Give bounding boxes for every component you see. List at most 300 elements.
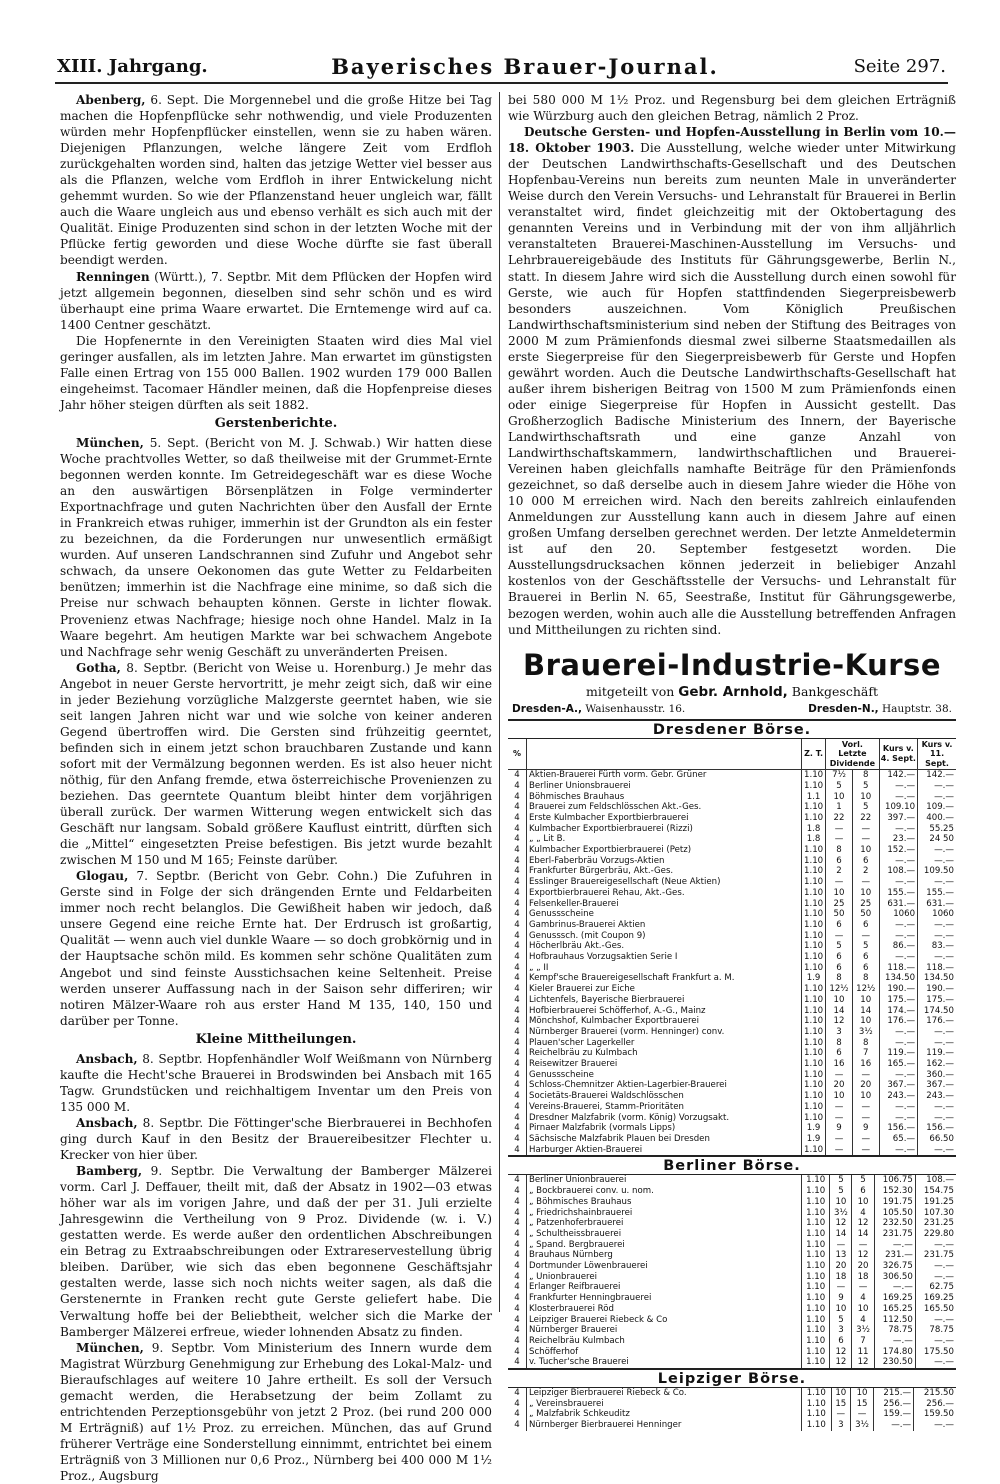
cell-div-prev: 12 bbox=[830, 1347, 852, 1358]
cell-zt: 1.10 bbox=[802, 1282, 830, 1293]
cell-zt: 1.10 bbox=[802, 1175, 830, 1186]
article-ansbach-1 bbox=[60, 1051, 492, 1115]
cell-kurs-2: 66.50 bbox=[918, 1134, 956, 1145]
cell-pct: 4 bbox=[514, 1016, 520, 1027]
cell-kurs-1: —.— bbox=[879, 781, 917, 792]
cell-div-prev: 6 bbox=[826, 963, 853, 974]
place-name: Ansbach, bbox=[76, 1051, 138, 1066]
cell-name: v. Tucher'sche Brauerei bbox=[527, 1357, 802, 1368]
cell-zt: 1.10 bbox=[802, 1293, 830, 1304]
berlin-stock-table bbox=[508, 1175, 956, 1368]
table-row bbox=[508, 1240, 956, 1251]
cell-zt: 1.8 bbox=[802, 834, 826, 845]
cell-name: Nürnberger Brauerei (vorm. Henninger) conv. bbox=[527, 1027, 802, 1038]
table-row bbox=[508, 995, 956, 1006]
cell-kurs-1: 118.— bbox=[879, 963, 917, 974]
cell-kurs-2: —.— bbox=[918, 781, 956, 792]
cell-div-last: 3½ bbox=[852, 1027, 879, 1038]
cell-kurs-1: 326.75 bbox=[874, 1261, 915, 1272]
cell-div-last: 16 bbox=[852, 1059, 879, 1070]
table-row bbox=[508, 1048, 956, 1059]
cell-kurs-2: 62.75 bbox=[915, 1282, 956, 1293]
cell-kurs-2: 256.— bbox=[914, 1399, 956, 1410]
volume-label: XIII. Jahrgang. bbox=[57, 56, 208, 77]
table-row bbox=[508, 1186, 956, 1197]
cell-zt: 1.10 bbox=[802, 952, 826, 963]
col-dividend: Vorl. Letzte Dividende bbox=[826, 739, 880, 770]
cell-div-prev: 3½ bbox=[830, 1208, 852, 1219]
cell-pct: 4 bbox=[514, 1398, 520, 1409]
cell-div-last: 6 bbox=[852, 856, 879, 867]
cell-zt: 1.10 bbox=[802, 802, 826, 813]
table-row bbox=[508, 1399, 956, 1410]
cell-div-last: 3½ bbox=[851, 1420, 874, 1431]
cell-kurs-2: —.— bbox=[918, 1038, 956, 1049]
cell-zt: 1.10 bbox=[802, 856, 826, 867]
cell-kurs-2: 231.75 bbox=[915, 1250, 956, 1261]
cell-zt: 1.10 bbox=[802, 1420, 832, 1431]
cell-name: Reisewitzer Brauerei bbox=[527, 1059, 802, 1070]
cell-div-prev: 14 bbox=[826, 1006, 853, 1017]
cell-kurs-1: 243.— bbox=[879, 1091, 917, 1102]
table-row bbox=[508, 845, 956, 856]
cell-div-last: 12½ bbox=[852, 984, 879, 995]
cell-kurs-1: 231.— bbox=[874, 1250, 915, 1261]
article-text: Die Ausstellung, welche wieder unter Mitwirkung der Deutschen Landwirthschafts-Gesellschaft und des Deutschen Hopfenbau-Vereins nun bereits zum neunten Male in unveränderter Weise durch den Verein Versuchs- und Lehranstalt für Brauerei in Berlin veranstaltet wird, findet gleichzeitig mit der Oktobertagung des genannten Vereins und in Verbindung mit der von ihm alljährlich veranstalteten Brauerei-Maschinen-Ausstellung im Versuchs- und Lehrbrauereigebäude des Instituts für Gährungsgewerbe, Berlin N., statt. In diesem Jahre wird sich die Ausstellung durch einen sowohl für Gerste, wie auch für Hopfen stattfindenden Siegerpreisbewerb besonders auszeichnen. Vom Königlich Preußischen Landwirthschaftsministerium sind neben der Stiftung des Beitrages von 2000 M zum Prämienfonds diesmal zwei silberne Staatsmedaillen als erste Siegerpreise für den Siegerpreisbewerb für Gerste und Hopfen gewährt worden. Auch die Deutsche Landwirthschafts-Gesellschaft hat außer ihrem bisherigen Beitrag von 1500 M zum Prämienfonds einen oder einige Siegerpreise für Hopfen in Aussicht gestellt. Das Großherzoglich Badische Ministerium des Innern, der Bayerische Landwirthschaftsrath und eine ganze Anzahl von Landwirthschaftskammern, landwirthschaftlichen und Brauerei-Vereinen haben gleichfalls namhafte Beiträge für den Prämienfonds gezeichnet, so daß derselbe auch in diesem Jahre wieder die Höhe von 10 000 M erreichen wird. Nach den bereits zahlreich einlaufenden Anmeldungen zur Ausstellung kann auch in diesem Jahre auf einen großen Umfang derselben gerechnet werden. Der letzte Anmeldetermin ist auf den 20. September festgesetzt worden. Die Ausstellungsdrucksachen können jederzeit in beliebiger Anzahl kostenlos von der Geschäftsstelle der Versuchs- und Lehranstalt für Brauerei in Berlin N. 65, Seestraße, Institut für Gährungsgewerbe, bezogen werden, wohin auch alle die Ausstellung betreffenden Anfragen und Mittheilungen zu richten sind. bbox=[508, 141, 957, 637]
cell-div-prev: 8 bbox=[826, 973, 853, 984]
cell-div-prev: 3 bbox=[831, 1420, 851, 1431]
cell-name: Esslinger Brauereigesellschaft (Neue Aktien) bbox=[527, 877, 802, 888]
cell-kurs-1: 174.80 bbox=[874, 1347, 915, 1358]
cell-kurs-2: —.— bbox=[915, 1261, 956, 1272]
cell-div-last: — bbox=[852, 1102, 879, 1113]
cell-zt: 1.10 bbox=[802, 1261, 830, 1272]
cell-name: Brauerei zum Feldschlösschen Akt.-Ges. bbox=[527, 802, 802, 813]
cell-kurs-1: 191.75 bbox=[874, 1197, 915, 1208]
article-headline: Deutsche Gersten- und Hopfen-Ausstellung in Berlin vom 10.—18. Oktober 1903. bbox=[508, 125, 956, 156]
cell-pct: 4 bbox=[514, 973, 520, 984]
cell-zt: 1.10 bbox=[802, 1388, 832, 1399]
cell-div-prev: 12 bbox=[830, 1357, 852, 1368]
cell-kurs-2: 109.50 bbox=[918, 866, 956, 877]
cell-pct: 4 bbox=[514, 1261, 520, 1272]
cell-name: Reichelbräu zu Kulmbach bbox=[527, 1048, 802, 1059]
cell-div-prev: 3 bbox=[830, 1325, 852, 1336]
cell-name: Dresdner Malzfabrik (vorm. König) Vorzugsakt. bbox=[527, 1113, 802, 1124]
table-row bbox=[508, 792, 956, 803]
cell-kurs-2: 176.— bbox=[918, 1016, 956, 1027]
cell-div-last: — bbox=[852, 1240, 874, 1251]
cell-kurs-1: 152.— bbox=[879, 845, 917, 856]
cell-pct: 4 bbox=[514, 812, 520, 823]
cell-pct: 4 bbox=[514, 1218, 520, 1229]
cell-kurs-1: —.— bbox=[874, 1282, 915, 1293]
cell-div-last: 10 bbox=[852, 995, 879, 1006]
table-row bbox=[508, 1250, 956, 1261]
cell-zt: 1.10 bbox=[802, 1250, 830, 1261]
cell-pct: 4 bbox=[514, 877, 520, 888]
cell-kurs-2: 360.— bbox=[918, 1070, 956, 1081]
cell-div-prev: 7½ bbox=[826, 770, 853, 781]
cell-div-last: — bbox=[852, 1282, 874, 1293]
cell-name: Höcherlbräu Akt.-Ges. bbox=[527, 941, 802, 952]
cell-zt: 1.9 bbox=[802, 973, 826, 984]
cell-kurs-1: 256.— bbox=[874, 1399, 914, 1410]
cell-pct: 4 bbox=[514, 1409, 520, 1420]
cell-pct: 4 bbox=[514, 1091, 520, 1102]
cell-pct: 4 bbox=[514, 1112, 520, 1123]
place-name: Gotha, bbox=[76, 660, 121, 675]
cell-name: Mönchshof, Kulmbacher Exportbrauerei bbox=[527, 1016, 802, 1027]
cell-kurs-1: —.— bbox=[879, 952, 917, 963]
cell-zt: 1.9 bbox=[802, 1123, 826, 1134]
table-row bbox=[508, 781, 956, 792]
table-row bbox=[508, 1134, 956, 1145]
cell-zt: 1.10 bbox=[802, 1070, 826, 1081]
cell-div-prev: 5 bbox=[830, 1186, 852, 1197]
cell-name: Frankfurter Bürgerbräu, Akt.-Ges. bbox=[527, 866, 802, 877]
table-row bbox=[508, 1123, 956, 1134]
column-divider bbox=[499, 92, 500, 1312]
cell-div-last: 10 bbox=[852, 1016, 879, 1027]
cell-zt: 1.10 bbox=[802, 1091, 826, 1102]
table-row bbox=[508, 856, 956, 867]
cell-name: Genussscheine bbox=[527, 909, 802, 920]
cell-div-last: 10 bbox=[852, 792, 879, 803]
cell-pct: 4 bbox=[514, 941, 520, 952]
cell-zt: 1.10 bbox=[802, 1197, 830, 1208]
cell-zt: 1.10 bbox=[802, 1399, 832, 1410]
cell-name: Schloss-Chemnitzer Aktien-Lagerbier-Brauerei bbox=[527, 1080, 802, 1091]
cell-kurs-1: 631.— bbox=[879, 899, 917, 910]
table-row bbox=[508, 1016, 956, 1027]
cell-div-last: 4 bbox=[852, 1293, 874, 1304]
cell-pct: 4 bbox=[514, 1325, 520, 1336]
cell-pct: 4 bbox=[514, 1186, 520, 1197]
cell-div-last: — bbox=[852, 1134, 879, 1145]
table-row bbox=[508, 834, 956, 845]
cell-div-prev: — bbox=[826, 1145, 853, 1156]
cell-kurs-2: —.— bbox=[918, 877, 956, 888]
table-row bbox=[508, 899, 956, 910]
cell-zt: 1.10 bbox=[802, 1304, 830, 1315]
cell-kurs-2: —.— bbox=[918, 920, 956, 931]
table-row bbox=[508, 920, 956, 931]
cell-zt: 1.10 bbox=[802, 813, 826, 824]
cell-name: Eberl-Faberbräu Vorzugs-Aktien bbox=[527, 856, 802, 867]
cell-kurs-1: 65.— bbox=[879, 1134, 917, 1145]
table-row bbox=[508, 941, 956, 952]
cell-kurs-2: 169.25 bbox=[915, 1293, 956, 1304]
cell-pct: 4 bbox=[514, 1388, 520, 1399]
cell-zt: 1.10 bbox=[802, 909, 826, 920]
table-row bbox=[508, 1347, 956, 1358]
address-city: Dresden-A., bbox=[512, 702, 583, 715]
cell-div-prev: — bbox=[826, 1134, 853, 1145]
cell-div-prev: — bbox=[826, 1113, 853, 1124]
cell-kurs-1: —.— bbox=[879, 1113, 917, 1124]
cell-name: Erste Kulmbacher Exportbierbrauerei bbox=[527, 813, 802, 824]
table-row bbox=[508, 770, 956, 781]
cell-kurs-1: —.— bbox=[879, 1145, 917, 1156]
cell-div-prev: — bbox=[826, 877, 853, 888]
cell-kurs-1: 106.75 bbox=[874, 1175, 915, 1186]
table-row bbox=[508, 1059, 956, 1070]
cell-kurs-1: 397.— bbox=[879, 813, 917, 824]
cell-name: Gambrinus-Brauerei Aktien bbox=[527, 920, 802, 931]
cell-name: Berliner Unionsbrauerei bbox=[527, 781, 802, 792]
cell-div-prev: — bbox=[826, 931, 853, 942]
cell-div-last: 4 bbox=[852, 1315, 874, 1326]
cell-zt: 1.10 bbox=[802, 1272, 830, 1283]
ad-addresses bbox=[512, 703, 952, 715]
cell-div-last: 12 bbox=[852, 1218, 874, 1229]
cell-kurs-2: —.— bbox=[915, 1315, 956, 1326]
cell-kurs-1: 174.— bbox=[879, 1006, 917, 1017]
cell-div-prev: 16 bbox=[826, 1059, 853, 1070]
page-number: Seite 297. bbox=[853, 56, 946, 77]
cell-name: Vereins-Brauerei, Stamm-Prioritäten bbox=[527, 1102, 802, 1113]
cell-div-prev: 20 bbox=[830, 1261, 852, 1272]
cell-kurs-2: 159.50 bbox=[914, 1409, 956, 1420]
article-text: 9. Septbr. Die Verwaltung der Bamberger Mälzerei vorm. Carl J. Deffauer, theilt mit, daß der Absatz in 1902—03 etwas höher war als im vorigen Jahre, und daß der per 31. Juli erzielte Jahresgewinn die Vertheilung von 9 Proz. Dividende (w. i. V.) gestatten werde. Es werde außer den ordentlichen Abschreibungen ein Betrag zu Extraabschreibungen oder Extrareservestellung übrig bleiben. Darüber, wie sich das eben begonnene Geschäftsjahr gestalten werde, lasse sich noch nichts weiter sagen, als daß die Gerstenernte in Franken recht gute Gerste geliefert habe. Die Verwaltung hoffe bei der Beliebtheit, welcher sich die Marke der Bamberger Mälzerei erfreue, wieder lohnenden Absatz zu finden. bbox=[60, 1164, 492, 1339]
cell-pct: 4 bbox=[514, 1293, 520, 1304]
cell-kurs-2: 190.— bbox=[918, 984, 956, 995]
cell-kurs-1: 190.— bbox=[879, 984, 917, 995]
cell-div-prev: 5 bbox=[826, 941, 853, 952]
cell-kurs-2: —.— bbox=[918, 856, 956, 867]
cell-name: „ Friedrichshainbrauerei bbox=[527, 1208, 802, 1219]
cell-pct: 4 bbox=[514, 1080, 520, 1091]
article-text: 8. Septbr. Die Föttinger'sche Bierbrauerei in Bechhofen ging durch Kauf in den Besitz der Brauereibesitzer Flechter u. Krecker von hier über. bbox=[60, 1115, 492, 1163]
table-row bbox=[508, 1038, 956, 1049]
cell-name: Pirnaer Malzfabrik (vormals Lipps) bbox=[527, 1123, 802, 1134]
cell-div-last: — bbox=[852, 1070, 879, 1081]
cell-zt: 1.10 bbox=[802, 877, 826, 888]
section-heading-kleine-mittheilungen: Kleine Mittheilungen. bbox=[195, 1031, 357, 1047]
cell-div-last: 5 bbox=[852, 1175, 874, 1186]
cell-pct: 4 bbox=[514, 984, 520, 995]
left-column bbox=[60, 92, 492, 1483]
cell-kurs-1: 155.— bbox=[879, 888, 917, 899]
place-name: Glogau, bbox=[76, 869, 129, 884]
cell-name: Frankfurter Henningbrauerei bbox=[527, 1293, 802, 1304]
table-header-row bbox=[508, 739, 956, 770]
cell-div-last: 6 bbox=[852, 963, 879, 974]
cell-pct: 4 bbox=[514, 1175, 520, 1186]
cell-pct: 4 bbox=[514, 1239, 520, 1250]
cell-kurs-2: 107.30 bbox=[915, 1208, 956, 1219]
cell-div-prev: 10 bbox=[830, 1197, 852, 1208]
article-text: 6. Sept. Die Morgennebel und die große Hitze bei Tag machen die Hopfenpflücke sehr nothwendig, und viele Produzenten würden mehr Hopfenpflücker einstellen, wenn sie zu haben wären. Diejenigen Pflanzungen, welche längere Zeit vom Erdfloh zurückgehalten worden sind, halten das jetzige Wetter viel besser aus als die Pflanzen, welche vom Erdfloh in ihrer Entwickelung nicht gehemmt wurden. So wie der Pflanzenstand heuer ungleich war, fällt auch die Waare ungleich aus und ebenso verhält es sich auch mit der Qualität. Einige Produzenten sind schon in der letzten Woche mit der Pflücke fertig geworden und diese Woche dürfte sie fast überall beendigt werden. bbox=[60, 93, 492, 268]
cell-zt: 1.10 bbox=[802, 941, 826, 952]
article-gotha bbox=[60, 660, 492, 869]
table-row bbox=[508, 1218, 956, 1229]
cell-div-prev: 5 bbox=[830, 1315, 852, 1326]
cell-name: „ Malzfabrik Schkeuditz bbox=[527, 1409, 802, 1420]
cell-name: Kempf'sche Brauereigesellschaft Frankfurt a. M. bbox=[527, 973, 802, 984]
cell-name: Nürnberger Brauerei bbox=[527, 1325, 802, 1336]
article-text: 7. Septbr. (Bericht von Gebr. Cohn.) Die Zufuhren in Gerste sind in Folge der sich drängenden Ernte und Feldarbeiten immer noch recht belanglos. Die Gewißheit haben wir jedoch, daß unsere Gegend eine reiche Ernte hat. Der Erdrusch ist großartig, Qualität — wenn auch viel dunkle Waare — so doch grobkörnig und in der Hauptsache schön mild. Es kommen sehr schöne Qualitäten zum Angebot und sind feinste Ausstichsachen keine Seltenheit. Preise werden unserer Auffassung nach in der Saison sehr differiren; wir notiren Mälzer-Waare roh aus erster Hand M 135, 140, 150 und darüber per Tonne. bbox=[60, 869, 492, 1028]
cell-div-last: 18 bbox=[852, 1272, 874, 1283]
cell-pct: 4 bbox=[514, 1101, 520, 1112]
cell-pct: 4 bbox=[514, 1335, 520, 1346]
cell-zt: 1.10 bbox=[802, 781, 826, 792]
table-row bbox=[508, 888, 956, 899]
table-row bbox=[508, 1080, 956, 1091]
cell-div-prev: 10 bbox=[826, 995, 853, 1006]
cell-name: Lichtenfels, Bayerische Bierbrauerei bbox=[527, 995, 802, 1006]
address-street: Waisenhausstr. 16. bbox=[582, 702, 686, 715]
cell-kurs-2: 24 50 bbox=[918, 834, 956, 845]
cell-div-prev: 10 bbox=[831, 1388, 851, 1399]
cell-div-prev: 25 bbox=[826, 899, 853, 910]
section-heading-gerstenberichte: Gerstenberichte. bbox=[214, 415, 338, 431]
cell-kurs-2: —.— bbox=[918, 931, 956, 942]
stock-advertisement bbox=[508, 648, 956, 1431]
cell-name: „ Bockbrauerei conv. u. nom. bbox=[527, 1186, 802, 1197]
table-row bbox=[508, 1261, 956, 1272]
cell-pct: 4 bbox=[514, 1314, 520, 1325]
cell-pct: 4 bbox=[514, 1207, 520, 1218]
table-row bbox=[508, 1145, 956, 1156]
cell-pct: 4 bbox=[514, 930, 520, 941]
table-row bbox=[508, 802, 956, 813]
cell-div-last: 5 bbox=[852, 941, 879, 952]
cell-kurs-2: —.— bbox=[918, 1027, 956, 1038]
cell-kurs-1: 306.50 bbox=[874, 1272, 915, 1283]
cell-zt: 1.10 bbox=[802, 888, 826, 899]
cell-kurs-2: —.— bbox=[918, 792, 956, 803]
cell-zt: 1.10 bbox=[802, 1145, 826, 1156]
cell-kurs-2: 78.75 bbox=[915, 1325, 956, 1336]
cell-pct: 4 bbox=[514, 823, 520, 834]
table-row bbox=[508, 1208, 956, 1219]
cell-name: Berliner Unionbrauerei bbox=[527, 1175, 802, 1186]
cell-kurs-2: 174.50 bbox=[918, 1006, 956, 1017]
cell-zt: 1.1 bbox=[802, 792, 826, 803]
cell-pct: 4 bbox=[514, 887, 520, 898]
table-row bbox=[508, 1409, 956, 1420]
table-row bbox=[508, 1282, 956, 1293]
cell-div-last: 7 bbox=[852, 1048, 879, 1059]
cell-kurs-1: 165.— bbox=[879, 1059, 917, 1070]
cell-div-last: 10 bbox=[852, 1197, 874, 1208]
cell-kurs-2: 83.— bbox=[918, 941, 956, 952]
cell-div-last: — bbox=[852, 931, 879, 942]
cell-div-last: 8 bbox=[852, 973, 879, 984]
cell-div-prev: 12 bbox=[826, 1016, 853, 1027]
cell-div-last: 5 bbox=[852, 802, 879, 813]
cell-div-prev: 6 bbox=[826, 856, 853, 867]
cell-name: „ „ II bbox=[527, 963, 802, 974]
cell-kurs-2: 231.25 bbox=[915, 1218, 956, 1229]
right-articles bbox=[508, 92, 956, 638]
cell-zt: 1.10 bbox=[802, 1048, 826, 1059]
cell-zt: 1.10 bbox=[802, 1218, 830, 1229]
article-muenchen-2 bbox=[60, 1340, 492, 1484]
table-row bbox=[508, 1304, 956, 1315]
cell-div-last: — bbox=[852, 1145, 879, 1156]
cell-pct: 4 bbox=[514, 1357, 520, 1368]
cell-kurs-1: 134.50 bbox=[879, 973, 917, 984]
cell-kurs-2: —.— bbox=[915, 1357, 956, 1368]
cell-div-last: 8 bbox=[852, 770, 879, 781]
table-row bbox=[508, 1388, 956, 1399]
cell-div-prev: 50 bbox=[826, 909, 853, 920]
place-name: München, bbox=[76, 1340, 144, 1355]
cell-div-last: 5 bbox=[852, 781, 879, 792]
cell-pct: 4 bbox=[514, 770, 520, 781]
col-zt: Z. T. bbox=[802, 739, 826, 770]
cell-kurs-1: 159.— bbox=[874, 1409, 914, 1420]
cell-kurs-2: 156.— bbox=[918, 1123, 956, 1134]
table-row bbox=[508, 877, 956, 888]
article-muenchen-1 bbox=[60, 435, 492, 660]
ad-title: Brauerei-Industrie-Kurse bbox=[523, 647, 941, 682]
cell-kurs-1: 215.— bbox=[874, 1388, 914, 1399]
cell-pct: 4 bbox=[514, 909, 520, 920]
cell-kurs-1: 152.30 bbox=[874, 1186, 915, 1197]
cell-div-last: 11 bbox=[852, 1347, 874, 1358]
table-row bbox=[508, 1357, 956, 1368]
leipzig-bourse-heading: Leipziger Börse. bbox=[508, 1368, 956, 1388]
cell-kurs-1: 165.25 bbox=[874, 1304, 915, 1315]
cell-kurs-1: 86.— bbox=[879, 941, 917, 952]
cell-zt: 1.10 bbox=[802, 1102, 826, 1113]
cell-div-prev: 5 bbox=[826, 781, 853, 792]
cell-kurs-2: —.— bbox=[918, 1145, 956, 1156]
cell-div-prev: 12½ bbox=[826, 984, 853, 995]
cell-pct: 4 bbox=[514, 1346, 520, 1357]
cell-name: Böhmisches Brauhaus bbox=[527, 792, 802, 803]
ad-subtitle bbox=[508, 684, 956, 700]
cell-div-prev: 12 bbox=[830, 1218, 852, 1229]
cell-kurs-1: 119.— bbox=[879, 1048, 917, 1059]
cell-pct: 4 bbox=[514, 952, 520, 963]
cell-zt: 1.10 bbox=[802, 1027, 826, 1038]
cell-name: „ Schultheissbrauerei bbox=[527, 1229, 802, 1240]
cell-kurs-1: 112.50 bbox=[874, 1315, 915, 1326]
cell-div-prev: 2 bbox=[826, 866, 853, 877]
cell-div-prev: 10 bbox=[826, 888, 853, 899]
cell-kurs-1: —.— bbox=[879, 1102, 917, 1113]
cell-div-last: 10 bbox=[852, 1091, 879, 1102]
cell-div-prev: 6 bbox=[826, 920, 853, 931]
cell-name: Leipziger Bierbrauerei Riebeck & Co. bbox=[527, 1388, 802, 1399]
col-pct: % bbox=[508, 739, 527, 770]
table-row bbox=[508, 1006, 956, 1017]
cell-pct: 4 bbox=[514, 845, 520, 856]
cell-div-last: 3½ bbox=[852, 1325, 874, 1336]
cell-zt: 1.10 bbox=[802, 1208, 830, 1219]
cell-zt: 1.10 bbox=[802, 1080, 826, 1091]
cell-zt: 1.9 bbox=[802, 1134, 826, 1145]
table-row bbox=[508, 973, 956, 984]
cell-div-prev: 1 bbox=[826, 802, 853, 813]
address-city: Dresden-N., bbox=[808, 702, 879, 715]
col-name bbox=[527, 739, 802, 770]
cell-kurs-1: 367.— bbox=[879, 1080, 917, 1091]
table-row bbox=[508, 984, 956, 995]
table-row bbox=[508, 1315, 956, 1326]
cell-div-prev: 8 bbox=[826, 845, 853, 856]
cell-kurs-2: 400.— bbox=[918, 813, 956, 824]
cell-kurs-1: —.— bbox=[879, 877, 917, 888]
right-column bbox=[508, 92, 957, 1431]
article-text: 8. Septbr. Hopfenhändler Wolf Weißmann von Nürnberg kaufte die Hecht'sche Brauerei in Brodswinden bei Ansbach mit 165 Tagw. Grundstücken und reichhaltigem Inventar um den Preis von 135 000 M. bbox=[60, 1051, 492, 1114]
table-row bbox=[508, 1272, 956, 1283]
